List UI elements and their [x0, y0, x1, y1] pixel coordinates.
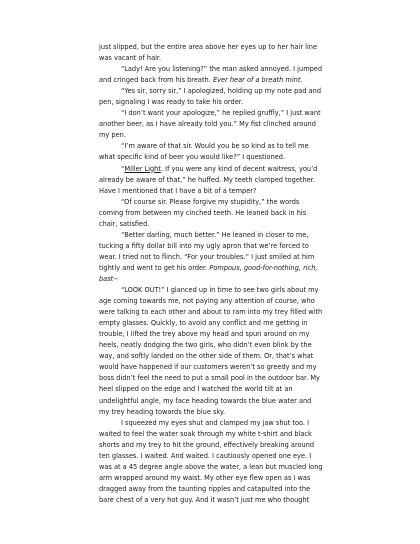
- text-run: . If you were any kind of decent waitress, you’d already be aware of that,” he huffed. My teeth clamped together. Have I mentioned that I have a bit of a temper?: [99, 164, 318, 195]
- text-run: “Better darling, much better.” He leaned in closer to me, tucking a fifty dollar bill into my ugly apron that we’re forced to wear. I tried not to flinch. “For your troubles.” I just smiled at him tightly and went to get his order.: [99, 230, 315, 272]
- underlined-text: Miller Light: [124, 164, 161, 173]
- text-run: “Of course sir. Please forgive my stupidity,” the words coming from between my cinched teeth. He leaned back in his chair, satisfied.: [99, 197, 307, 228]
- paragraph: [99, 164, 323, 197]
- paragraph: [99, 64, 323, 86]
- text-run: “: [121, 164, 125, 173]
- paragraph: [99, 86, 323, 108]
- text-run: “Lady! Are you listening?” the man asked annoyed. I jumped and cringed back from his breath.: [99, 65, 323, 85]
- text-run: I squeezed my eyes shut and clamped my jaw shut too. I waited to feel the water soak through my white t-shirt and black shorts and my trey to hit the ground, effectively breaking around ten glasses. I waited. And waited. I cautiously opened one eye. I was at a 45 degree angle above the water, a lean but muscled long arm wrapped around my waist. My other eye flew open as I was dragged away from the taunting ripples and catapulted into the bare chest of a very hot guy. And it wasn’t just me who thought: [99, 418, 323, 504]
- book-page: [99, 42, 323, 506]
- text-run: “I don’t want your apologize,” he replied gruffly,” I just want another beer, as I have already told you.” My fist clinched around my pen.: [99, 109, 321, 140]
- italic-text: Ever hear of a breath mint.: [212, 76, 303, 85]
- text-run: “Yes sir, sorry sir,” I apologized, holding up my note pad and pen, signaling I was ready to take his order.: [99, 87, 322, 107]
- paragraph: [99, 418, 323, 506]
- text-run: just slipped, but the entire area above her eyes up to her hair line was vacant of hair.: [99, 43, 318, 63]
- text-run: “LOOK OUT!” I glanced up in time to see two girls about my age coming towards me, not paying any attention of course, who were talking to each other and about to ram into my trey filled with empty glasses. Quickly, to avoid any conflict and me getting in trouble, I lifted the trey above my head and spun around on my heels, neatly dodging the two girls, who didn’t even blink by the way, and softly landed on the other side of them. Or, that’s what would have happened if our customers weren’t so greedy and my boss didn’t feel the need to put a small pool in the outdoor bar. My heel slipped on the edge and I watched the world tilt at an undelightful angle, my face heading towards the blue water and my trey heading towards the blue sky.: [99, 286, 323, 416]
- paragraph: [99, 197, 323, 230]
- paragraph: [99, 141, 323, 163]
- paragraph: [99, 285, 323, 418]
- italic-text: Pompous, good-for-nothing, rich, bast--: [99, 263, 318, 283]
- paragraph: [99, 230, 323, 285]
- text-run: “I’m aware of that sir. Would you be so kind as to tell me what specific kind of beer you would like?” I questioned.: [99, 142, 309, 162]
- paragraph: [99, 42, 323, 64]
- paragraph: [99, 108, 323, 141]
